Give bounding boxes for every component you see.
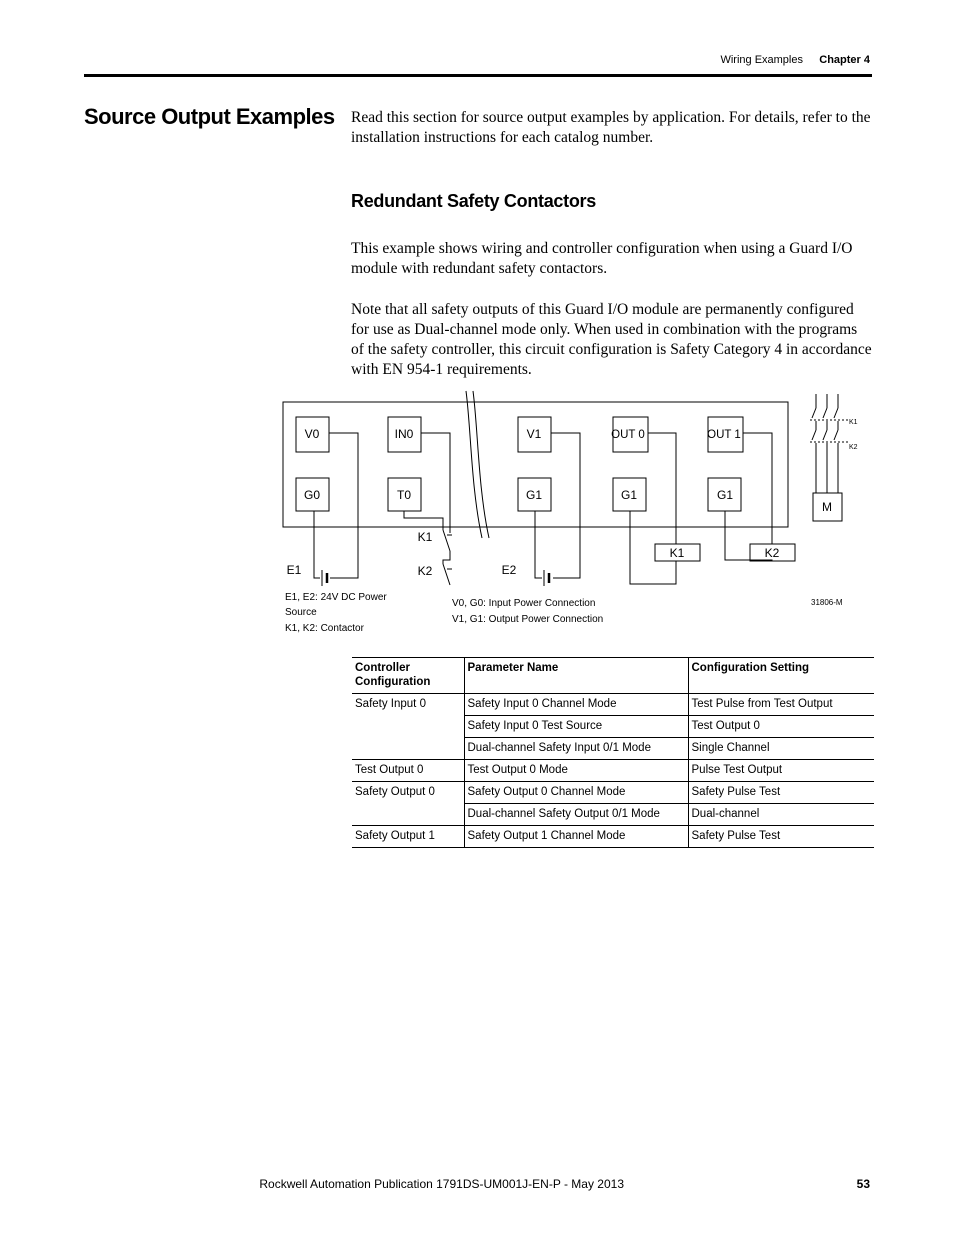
parameter-cell: Safety Input 0 Channel Mode: [464, 694, 688, 716]
label-v1: V1: [526, 427, 542, 441]
wire-in0: [421, 433, 450, 528]
setting-cell: Test Output 0: [688, 716, 874, 738]
label-t0: T0: [396, 488, 412, 502]
contact-k1-blade: [443, 530, 450, 551]
diagram-lines: [283, 391, 848, 586]
setting-cell: Test Pulse from Test Output: [688, 694, 874, 716]
legend-line-5: V1, G1: Output Power Connection: [452, 614, 604, 625]
controller-cell: Safety Output 1: [352, 826, 464, 848]
legend-line-2: Source: [285, 607, 317, 618]
page-number: 53: [856, 1177, 870, 1191]
table-row: [352, 694, 874, 716]
header-rule: [84, 74, 872, 77]
setting-cell: Single Channel: [688, 738, 874, 760]
label-out1: OUT 1: [707, 429, 741, 441]
table-row: [352, 760, 874, 782]
label-g1b: G1: [620, 488, 638, 502]
parameter-cell: Test Output 0 Mode: [464, 760, 688, 782]
k1-contact-2: [823, 408, 827, 418]
controller-cell: Test Output 0: [352, 760, 464, 782]
k2-contact-1: [812, 430, 816, 440]
table-row: [352, 826, 874, 848]
column-header: Configuration Setting: [688, 658, 874, 694]
setting-cell: Safety Pulse Test: [688, 826, 874, 848]
body-paragraph-2: Note that all safety outputs of this Guard I/O module are permanently configured for use as Dual-channel mode only. When used in combination with the programs of the safety controller, this circuit configuration is Safety Category 4 in accordance with EN 954-1 requirements.: [351, 301, 872, 378]
wire-g1-e2: [535, 511, 542, 578]
wire-v1-e2: [551, 433, 580, 578]
label-k2-small: K2: [849, 444, 858, 451]
module-body: [283, 402, 788, 527]
page-header: [0, 0, 954, 80]
parameter-cell: Safety Output 0 Channel Mode: [464, 782, 688, 804]
column-header: Controller Configuration: [352, 658, 464, 694]
wire-g0-e1: [314, 511, 320, 578]
k2-contact-3: [834, 430, 838, 440]
wire-v0-e1: [329, 433, 358, 578]
footer-publication: Rockwell Automation Publication 1791DS-UM001J-EN-P - May 2013: [259, 1177, 624, 1191]
label-e1: E1: [286, 563, 302, 577]
header-chapter: Chapter 4: [819, 54, 870, 66]
label-g0: G0: [303, 488, 321, 502]
cut-mark-right: [473, 391, 489, 538]
controller-cell: Safety Input 0: [352, 694, 464, 760]
label-g1a: G1: [525, 488, 543, 502]
label-e2: E2: [501, 563, 517, 577]
parameter-cell: Dual-channel Safety Output 0/1 Mode: [464, 804, 688, 826]
label-k1-small: K1: [849, 419, 858, 426]
label-out0: OUT 0: [611, 429, 645, 441]
parameter-cell: Safety Output 1 Channel Mode: [464, 826, 688, 848]
legend-line-3: K1, K2: Contactor: [285, 623, 364, 634]
subsection-title: Redundant Safety Contactors: [351, 191, 596, 211]
setting-cell: Dual-channel: [688, 804, 874, 826]
label-v0: V0: [304, 427, 320, 441]
section-title: Source Output Examples: [84, 104, 335, 129]
parameter-cell: Dual-channel Safety Input 0/1 Mode: [464, 738, 688, 760]
config-table: [352, 657, 874, 848]
wiring-diagram: [280, 388, 874, 638]
wire-k1-k2: [443, 551, 450, 564]
setting-cell: Pulse Test Output: [688, 760, 874, 782]
parameter-cell: Safety Input 0 Test Source: [464, 716, 688, 738]
header-section-name: Wiring Examples: [720, 54, 803, 66]
label-k2-coil: K2: [764, 546, 780, 560]
setting-cell: Safety Pulse Test: [688, 782, 874, 804]
k1-contact-1: [812, 408, 816, 418]
diagram-small-labels: [811, 419, 858, 607]
column-header: Parameter Name: [464, 658, 688, 694]
table-header-row: [352, 658, 874, 694]
table-row: [352, 782, 874, 804]
diagram-legend: [285, 592, 603, 634]
legend-line-1: E1, E2: 24V DC Power: [285, 592, 387, 603]
label-g1c: G1: [716, 488, 734, 502]
k1-contact-3: [834, 408, 838, 418]
label-motor: M: [822, 500, 832, 514]
legend-line-4: V0, G0: Input Power Connection: [452, 598, 596, 609]
label-k1-coil: K1: [669, 546, 685, 560]
label-k1-contact: K1: [417, 530, 433, 544]
body-paragraph-1: This example shows wiring and controller configuration when using a Guard I/O module with redundant safety contactors.: [351, 240, 853, 277]
figure-id: 31806-M: [811, 598, 843, 607]
intro-paragraph: Read this section for source output examples by application. For details, refer to the installation instructions for each catalog number.: [351, 109, 871, 146]
label-in0: IN0: [394, 427, 414, 441]
wiring-diagram-svg: [280, 388, 874, 638]
label-k2-contact: K2: [417, 564, 433, 578]
k2-contact-2: [823, 430, 827, 440]
contact-k2-blade: [443, 564, 450, 585]
controller-cell: Safety Output 0: [352, 782, 464, 826]
